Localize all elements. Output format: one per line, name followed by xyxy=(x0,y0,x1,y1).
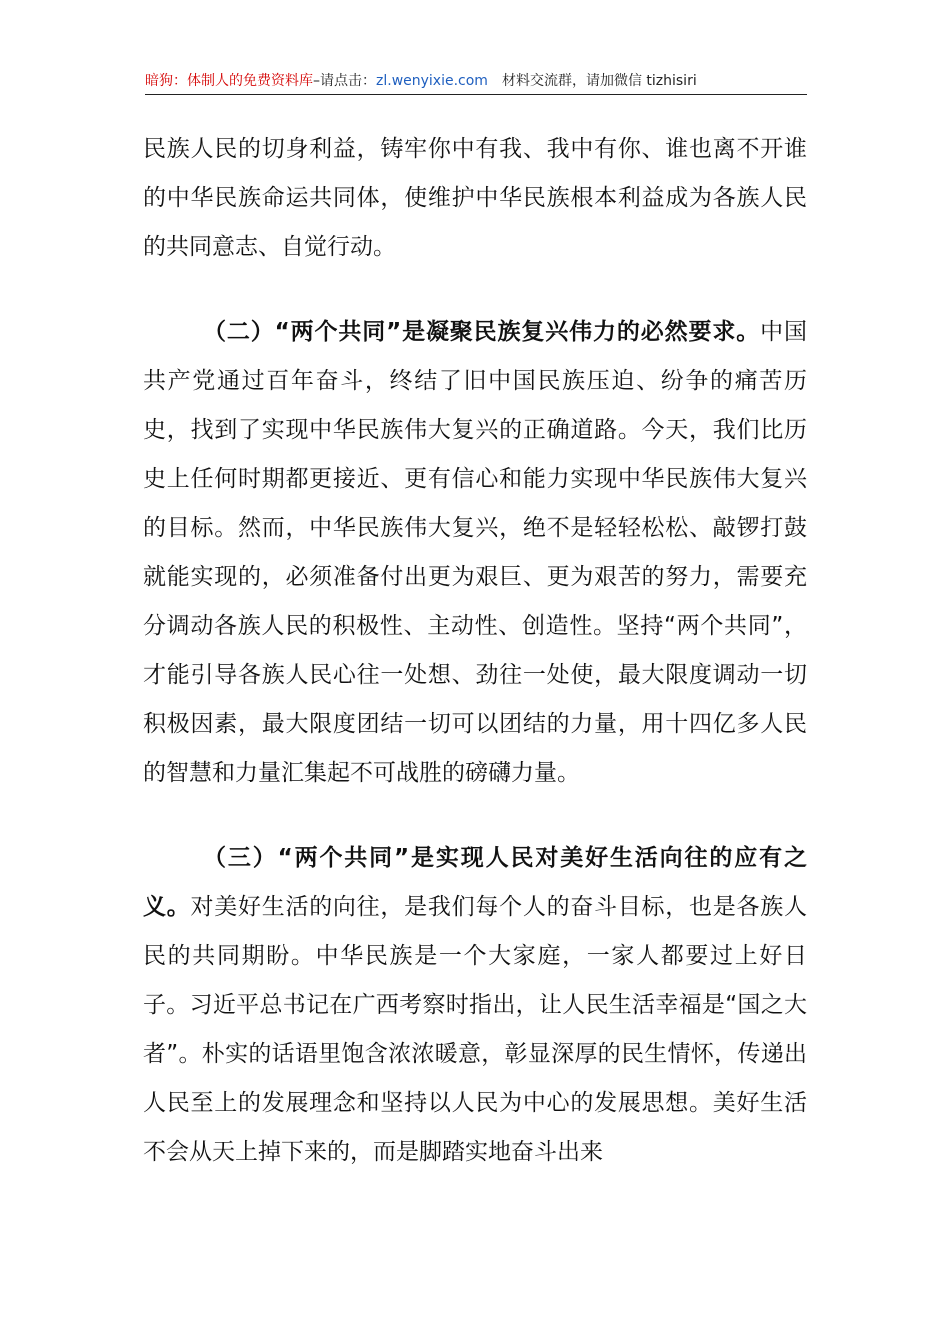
paragraph-3-text: 对美好生活的向往，是我们每个人的奋斗目标，也是各族人民的共同期盼。中华民族是一个大家庭，一家人都要过上好日子。习近平总书记在广西考察时指出，让人民生活幸福是“国之大者”。朴实的话语里饱含浓浓暖意，彰显深厚的民生情怀，传递出人民至上的发展理念和坚持以人民为中心的发展思想。美好生活不会从天上掉下来的，而是脚踏实地奋斗出来 xyxy=(143,894,808,1165)
paragraph-2 xyxy=(143,308,807,798)
header-contact: 材料交流群，请加微信 tizhisiri xyxy=(501,73,697,89)
header-link[interactable]: zl.wenyixie.com xyxy=(376,73,488,89)
paragraph-3-heading: （三）“两个共同”是实现人民对美好生活向往的应有之义。 xyxy=(143,845,807,920)
paragraph-3 xyxy=(143,834,807,1177)
paragraph-2-text: 中国共产党通过百年奋斗，终结了旧中国民族压迫、纷争的痛苦历史，找到了实现中华民族伟大复兴的正确道路。今天，我们比历史上任何时期都更接近、更有信心和能力实现中华民族伟大复兴的目标。然而，中华民族伟大复兴，绝不是轻轻松松、敲锣打鼓就能实现的，必须准备付出更为艰巨、更为艰苦的努力，需要充分调动各族人民的积极性、主动性、创造性。坚持“两个共同”，才能引导各族人民心往一处想、劲往一处使，最大限度调动一切积极因素，最大限度团结一切可以团结的力量，用十四亿多人民的智慧和力量汇集起不可战胜的磅礴力量。 xyxy=(143,319,808,786)
paragraph-2-heading: （二）“两个共同”是凝聚民族复兴伟力的必然要求。 xyxy=(203,319,761,345)
header-brand: 暗狗：体制人的免费资料库 xyxy=(145,73,313,89)
paragraph-1-text: 民族人民的切身利益，铸牢你中有我、我中有你、谁也离不开谁的中华民族命运共同体，使维护中华民族根本利益成为各族人民的共同意志、自觉行动。 xyxy=(143,136,807,260)
page-header xyxy=(145,70,807,95)
header-prompt: –请点击： xyxy=(313,73,376,89)
document-body xyxy=(143,125,807,1177)
paragraph-1 xyxy=(143,125,807,272)
